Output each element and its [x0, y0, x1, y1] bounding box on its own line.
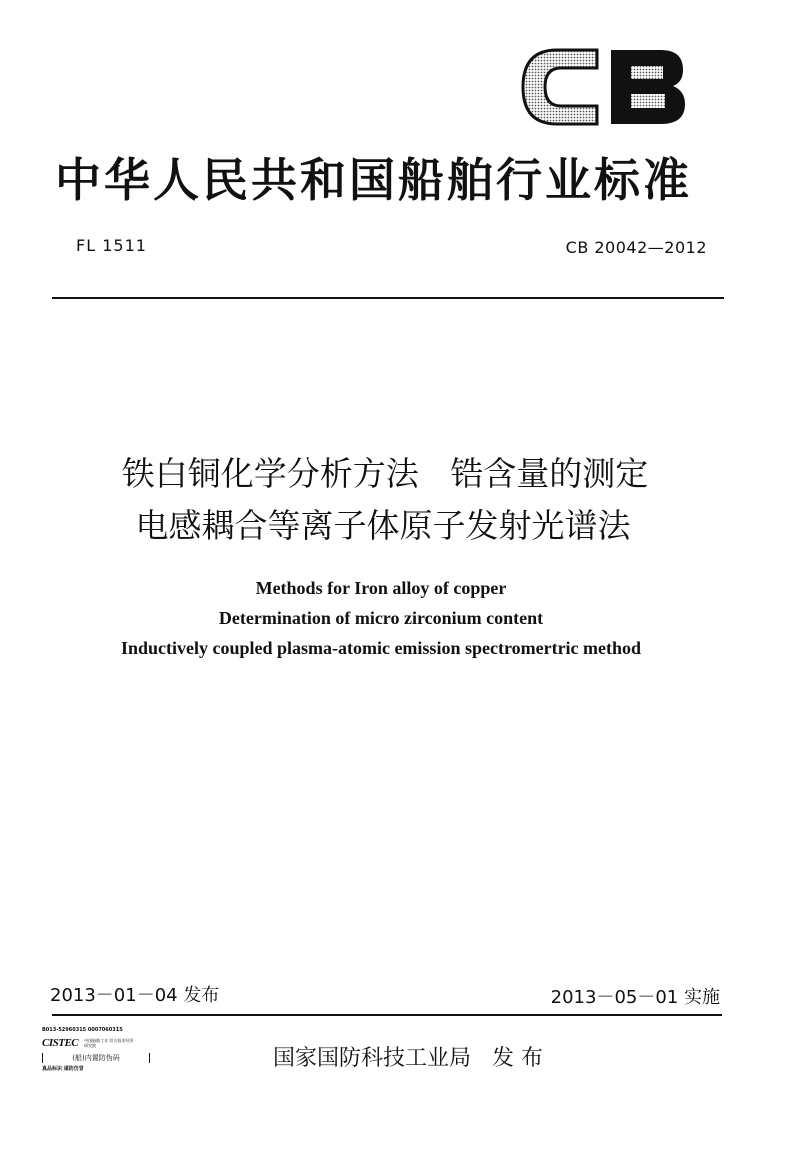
stamp-code-label: (船)内置防伪码: [42, 1053, 150, 1063]
classification-code: FL 1511: [76, 236, 147, 255]
title-zh-line1: 铁白铜化学分析方法 锆含量的测定: [121, 454, 649, 493]
footer-divider: [52, 1014, 722, 1016]
stamp-brand: CISTEC: [42, 1037, 79, 1049]
header-divider: [52, 297, 724, 299]
issue-date: 2013－01－04 发布: [50, 985, 220, 1006]
standard-number: CB 20042—2012: [565, 238, 707, 257]
stamp-org: 中国船舶工业 综合技术经济研究院: [84, 1038, 134, 1048]
stamp-note: 真品标识 谨防仿冒: [42, 1066, 84, 1072]
implement-date: 2013－05－01 实施: [550, 987, 720, 1008]
publisher: 国家国防科技工业局 发 布: [273, 1046, 543, 1071]
title-en-line1: Methods for Iron alloy of copper: [255, 578, 507, 598]
title-en-line3: Inductively coupled plasma-atomic emission spectromertric method: [120, 638, 642, 658]
title-zh-line2: 电感耦合等离子体原子发射光谱法: [135, 506, 631, 545]
standard-title: 中华人民共和国船舶行业标准: [55, 153, 692, 207]
stamp-serial: B013-52960315 0007060315: [42, 1027, 123, 1033]
cb-logo-icon: [519, 44, 689, 130]
title-en-line2: Determination of micro zirconium content: [218, 608, 544, 628]
anti-counterfeit-stamp: [42, 1027, 154, 1093]
